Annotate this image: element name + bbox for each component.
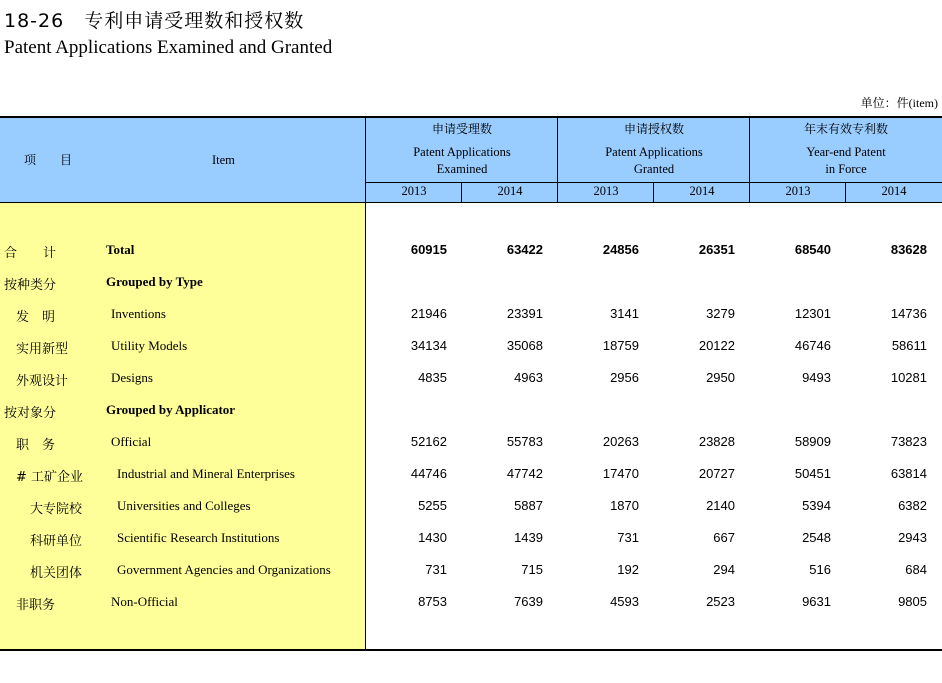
value-cell: 2943 [898,530,927,545]
group-header-en: Granted [633,162,675,176]
value-cell: 23828 [698,434,735,449]
group-header-en: Year-end Patent [806,145,886,159]
value-cell: 731 [425,562,447,577]
value-cell: 63422 [506,242,543,257]
value-cell: 684 [905,562,927,577]
year-header: 2014 [881,184,907,198]
row-label-en: Grouped by Applicator [106,402,236,417]
value-cell: 5887 [514,498,543,513]
value-cell: 73823 [890,434,927,449]
table-row [0,466,942,486]
value-cell: 1439 [514,530,543,545]
row-label-en: Scientific Research Institutions [117,530,280,545]
row-label-en: Non-Official [111,594,178,609]
value-cell: 18759 [602,338,639,353]
year-header: 2013 [401,184,427,198]
row-label-cn: 机关团体 [30,566,83,581]
value-cell: 516 [809,562,831,577]
year-header: 2014 [497,184,523,198]
group-header-cn: 申请受理数 [431,122,492,136]
row-label-cn: 合 计 [4,246,57,261]
value-cell: 5394 [802,498,831,513]
year-header: 2013 [593,184,619,198]
row-label-en: Total [106,242,135,257]
value-cell: 34134 [410,338,447,353]
value-cell: 294 [713,562,735,577]
value-cell: 2950 [706,370,735,385]
group-header [366,121,558,178]
table-row [0,242,942,262]
value-cell: 14736 [890,306,927,321]
table-row [0,530,942,550]
value-cell: 1870 [610,498,639,513]
value-cell: 26351 [698,242,735,257]
value-cell: 667 [713,530,735,545]
group-header [558,121,750,178]
group-header-en: Examined [436,162,488,176]
table-row [0,402,942,422]
row-label-cn: 外观设计 [16,374,69,389]
table-row [0,498,942,518]
value-cell: 6382 [898,498,927,513]
value-cell: 1430 [418,530,447,545]
table-row [0,562,942,582]
table-row [0,370,942,390]
value-cell: 83628 [890,242,927,257]
value-cell: 23391 [506,306,543,321]
value-cell: 55783 [506,434,543,449]
value-cell: 35068 [506,338,543,353]
page-title-cn: 18-26 专利申请受理数和授权数 [4,10,305,32]
value-cell: 20727 [698,466,735,481]
group-header-en: Patent Applications [413,145,511,159]
value-cell: 21946 [410,306,447,321]
value-cell: 9493 [802,370,831,385]
value-cell: 24856 [602,242,639,257]
group-header-en: in Force [825,162,867,176]
group-header-cn: 年末有效专利数 [803,122,888,136]
row-label-cn: 按种类分 [4,278,57,293]
row-label-cn: 按对象分 [4,406,57,421]
row-label-cn: 实用新型 [16,342,69,357]
row-label-en: Inventions [111,306,166,321]
header-bottom-rule [0,202,942,203]
value-cell: 8753 [418,594,447,609]
unit-en: (item) [908,96,938,110]
value-cell: 7639 [514,594,543,609]
row-label-en: Universities and Colleges [117,498,251,513]
value-cell: 20263 [602,434,639,449]
value-cell: 9805 [898,594,927,609]
item-header-cn: 项 目 [24,153,73,167]
value-cell: 47742 [506,466,543,481]
value-cell: 5255 [418,498,447,513]
row-label-cn: 科研单位 [30,534,83,549]
unit-label [861,94,938,111]
row-label-cn: 大专院校 [30,502,83,517]
group-header [750,121,942,178]
value-cell: 60915 [410,242,447,257]
group-header-cn: 申请授权数 [623,122,684,136]
unit-cn: 单位：件 [860,96,909,110]
value-cell: 46746 [794,338,831,353]
value-cell: 63814 [890,466,927,481]
value-cell: 17470 [602,466,639,481]
table-bottom-rule [0,649,942,651]
value-cell: 715 [521,562,543,577]
value-cell: 3279 [706,306,735,321]
row-label-en: Official [111,434,152,449]
value-cell: 2523 [706,594,735,609]
row-label-cn: 职 务 [16,438,56,453]
value-cell: 192 [617,562,639,577]
item-column-highlight [0,203,366,650]
row-label-cn: 发 明 [16,310,56,325]
value-cell: 4963 [514,370,543,385]
value-cell: 9631 [802,594,831,609]
value-cell: 2140 [706,498,735,513]
value-cell: 4593 [610,594,639,609]
row-label-cn: # 工矿企业 [16,470,84,485]
value-cell: 50451 [794,466,831,481]
year-header: 2014 [689,184,715,198]
value-cell: 10281 [890,370,927,385]
value-cell: 3141 [610,306,639,321]
row-label-en: Grouped by Type [106,274,203,289]
table-row [0,594,942,614]
table-row [0,338,942,358]
row-label-en: Designs [111,370,153,385]
table-row [0,274,942,294]
value-cell: 58611 [891,338,927,353]
value-cell: 4835 [418,370,447,385]
value-cell: 2956 [610,370,639,385]
value-cell: 68540 [794,242,831,257]
row-label-en: Utility Models [111,338,188,353]
value-cell: 2548 [802,530,831,545]
group-header-en: Patent Applications [605,145,703,159]
table-row [0,306,942,326]
page-title-en: Patent Applications Examined and Granted [4,37,333,58]
value-cell: 44746 [410,466,447,481]
table-top-rule [0,116,942,118]
value-cell: 52162 [410,434,447,449]
year-header: 2013 [785,184,811,198]
value-cell: 20122 [698,338,735,353]
value-cell: 12301 [794,306,831,321]
row-label-cn: 非职务 [16,598,56,613]
row-label-en: Industrial and Mineral Enterprises [117,466,295,481]
year-row-rule [366,182,942,183]
value-cell: 58909 [794,434,831,449]
item-header-en: Item [212,153,235,167]
row-label-en: Government Agencies and Organizations [117,562,331,577]
table-row [0,434,942,454]
value-cell: 731 [617,530,639,545]
